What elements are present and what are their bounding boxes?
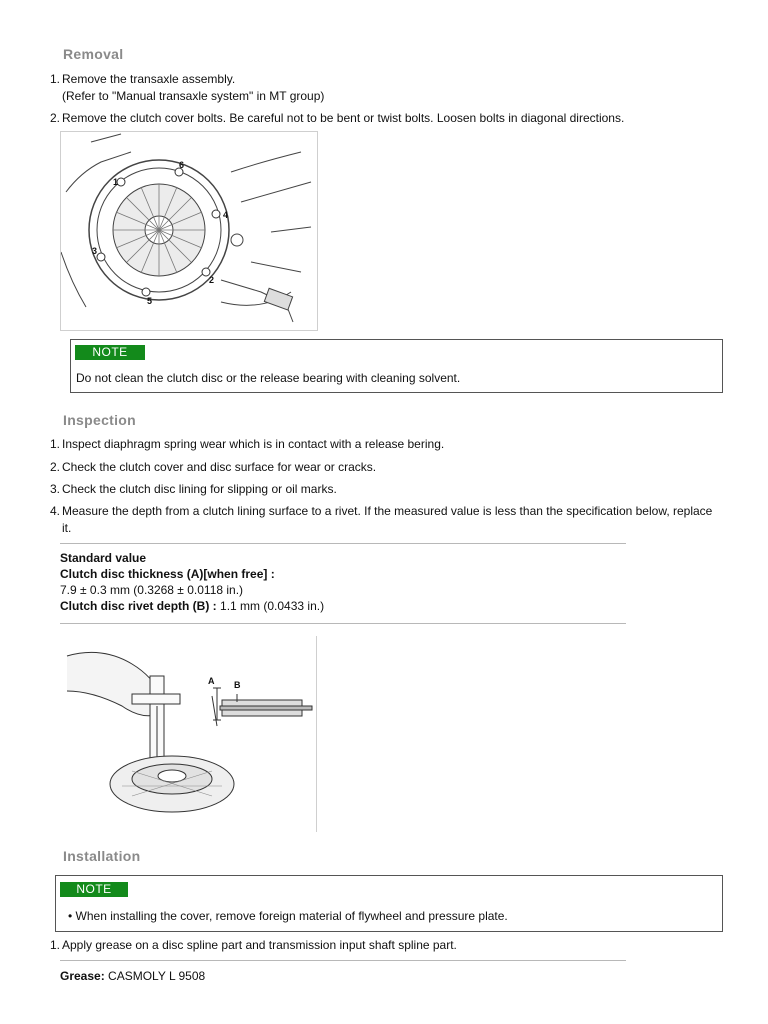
bolt-label-3: 3 <box>92 246 98 256</box>
removal-note <box>70 339 723 393</box>
grease-divider <box>60 960 626 961</box>
step-number: 1. <box>49 72 60 86</box>
step-text: Check the clutch disc lining for slipping or oil marks. <box>62 482 337 496</box>
bolt-label-1: 1 <box>113 177 119 187</box>
dimension-label-a: A <box>208 676 215 686</box>
inspection-step-1 <box>46 436 746 452</box>
inspection-heading: Inspection <box>63 412 137 428</box>
note-text: Do not clean the clutch disc or the release bearing with cleaning solvent. <box>76 371 461 385</box>
step-text: Measure the depth from a clutch lining surface to a rivet. If the measured value is less than the specification below, replace <box>62 504 713 518</box>
step-text-cont: (Refer to "Manual transaxle system" in MT group) <box>62 89 325 103</box>
grease-value: CASMOLY L 9508 <box>104 969 206 983</box>
installation-step-1 <box>46 937 746 953</box>
step-number: 3. <box>49 482 60 496</box>
step-number: 2. <box>49 111 60 125</box>
step-text: Check the clutch cover and disc surface for wear or cracks. <box>62 460 377 474</box>
step-number: 1. <box>49 938 60 952</box>
note-badge: NOTE <box>60 882 128 897</box>
spec-divider-top <box>60 543 626 544</box>
thickness-label: Clutch disc thickness (A)[when free] : <box>60 567 275 581</box>
rivet-value: 1.1 mm (0.0433 in.) <box>216 599 325 613</box>
spec-divider-bottom <box>60 623 626 624</box>
installation-note <box>55 875 723 932</box>
step-text: Remove the transaxle assembly. <box>62 72 236 86</box>
grease-row <box>60 968 205 984</box>
step-text-cont: it. <box>62 521 72 535</box>
step-text: Inspect diaphragm spring wear which is in contact with a release bering. <box>62 437 445 451</box>
step-number: 4. <box>49 504 60 518</box>
caliper-illustration <box>62 636 316 832</box>
note-badge: NOTE <box>75 345 145 360</box>
inspection-step-3 <box>46 481 746 497</box>
grease-label: Grease: <box>60 969 105 983</box>
inspection-step-4 <box>46 503 736 535</box>
step-text: Remove the clutch cover bolts. Be careful not to be bent or twist bolts. Loosen bolts in diagonal directions. <box>62 111 625 125</box>
bolt-label-6: 6 <box>179 160 185 170</box>
dimension-label-b: B <box>234 680 241 690</box>
note-text: • When installing the cover, remove foreign material of flywheel and pressure plate. <box>68 909 508 923</box>
spec-title: Standard value <box>60 551 147 565</box>
standard-value-block <box>60 550 620 614</box>
rivet-depth-row <box>60 598 620 614</box>
step-text: Apply grease on a disc spline part and transmission input shaft spline part. <box>62 938 457 952</box>
clutch-cover-figure <box>60 131 318 331</box>
installation-heading: Installation <box>63 848 141 864</box>
step-number: 1. <box>49 437 60 451</box>
removal-step-1 <box>46 71 746 103</box>
bolt-label-5: 5 <box>147 296 153 306</box>
bolt-label-2: 2 <box>209 275 215 285</box>
step-number: 2. <box>49 460 60 474</box>
rivet-label: Clutch disc rivet depth (B) : <box>60 599 217 613</box>
thickness-value: 7.9 ± 0.3 mm (0.3268 ± 0.0118 in.) <box>60 583 244 597</box>
disc-measurement-figure <box>62 636 317 832</box>
clutch-cover-illustration <box>61 132 317 330</box>
removal-heading: Removal <box>63 46 124 62</box>
bolt-label-4: 4 <box>223 210 229 220</box>
removal-step-2 <box>46 110 746 126</box>
inspection-step-2 <box>46 459 746 475</box>
